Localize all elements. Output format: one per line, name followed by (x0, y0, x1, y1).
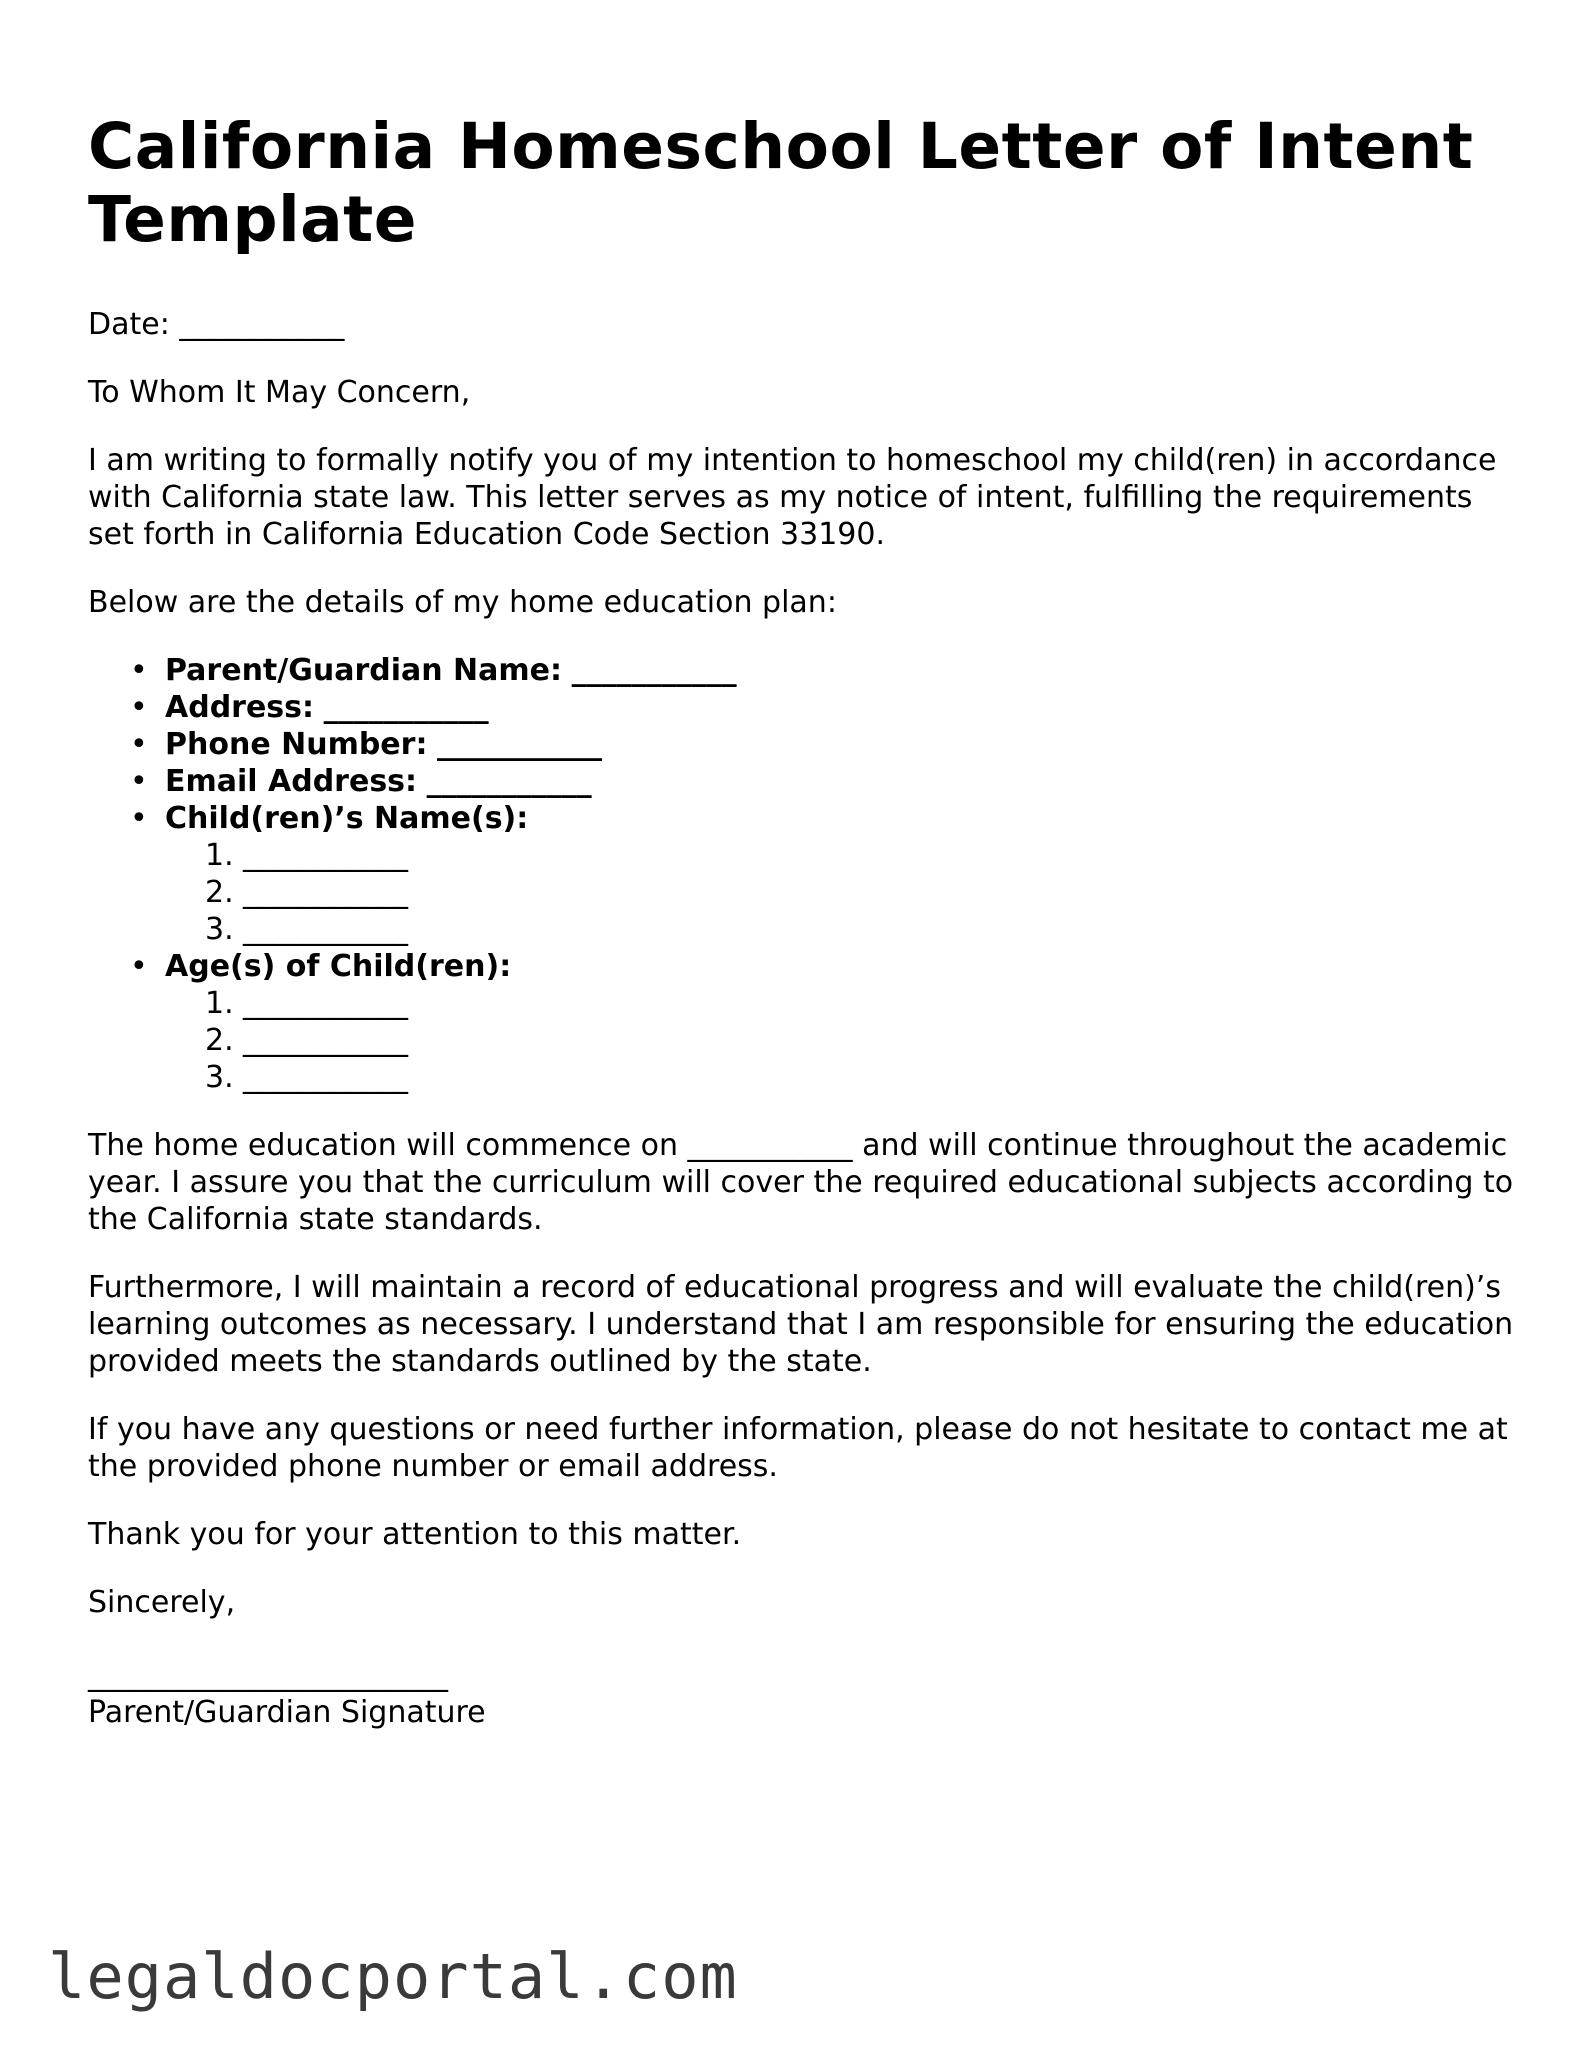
bullet: • (130, 764, 148, 799)
child-name-blank: ___________ (243, 838, 408, 873)
address-label: Address: (165, 690, 315, 725)
closing: Sincerely, (88, 1585, 236, 1620)
item-number: 2. (205, 1023, 234, 1058)
child-name-blank: ___________ (243, 912, 408, 947)
details-intro: Below are the details of my home education plan: (88, 585, 837, 620)
bullet: • (130, 801, 148, 836)
child-age-blank: ___________ (243, 1060, 408, 1095)
parent-name-blank: ___________ (571, 653, 737, 688)
item-number: 1. (205, 838, 234, 873)
intro-paragraph: I am writing to formally notify you of my intention to homeschool my child(ren) in accordance with California state law. This letter serves as my notice of intent, fulfilling the requirements set forth in California Education Code Section 33190. (88, 443, 1497, 552)
child-name-blank: ___________ (243, 875, 408, 910)
bullet: • (130, 690, 148, 725)
child-name-item (205, 911, 1518, 948)
email-label: Email Address: (165, 764, 418, 799)
signature-line: ________________________ (88, 1658, 448, 1693)
child-age-blank: ___________ (243, 986, 408, 1021)
children-ages-list (165, 985, 1518, 1096)
phone-blank: ___________ (437, 727, 602, 762)
list-item-children-ages (130, 948, 1518, 1096)
children-ages-label: Age(s) of Child(ren): (165, 949, 512, 984)
list-item-phone (130, 726, 1518, 763)
details-list (88, 652, 1518, 1096)
contact-paragraph: If you have any questions or need further information, please do not hesitate to contact me at the provided phone number or email address. (88, 1412, 1508, 1484)
parent-name-label: Parent/Guardian Name: (165, 653, 563, 688)
commence-paragraph: The home education will commence on ___________ and will continue throughout the academic year. I assure you that the curriculum will cover the required educational subjects according to the California state standards. (88, 1128, 1514, 1237)
letter-page (88, 110, 1518, 1731)
bullet: • (130, 653, 148, 688)
watermark: legaldocportal.com (48, 1940, 738, 2013)
bullet: • (130, 949, 148, 984)
date-line: Date: ___________ (88, 307, 345, 342)
child-name-item (205, 837, 1518, 874)
children-names-list (165, 837, 1518, 948)
item-number: 2. (205, 875, 234, 910)
phone-label: Phone Number: (165, 727, 428, 762)
children-names-label: Child(ren)’s Name(s): (165, 801, 529, 836)
records-paragraph: Furthermore, I will maintain a record of educational progress and will evaluate the child(ren)’s learning outcomes as necessary. I understand that I am responsible for ensuring the education provided meets the standards outlined by the state. (88, 1270, 1514, 1379)
list-item-parent-name (130, 652, 1518, 689)
salutation: To Whom It May Concern, (88, 375, 471, 410)
list-item-address (130, 689, 1518, 726)
child-age-item (205, 1059, 1518, 1096)
email-blank: ___________ (426, 764, 592, 799)
child-age-blank: ___________ (243, 1023, 408, 1058)
child-age-item (205, 985, 1518, 1022)
item-number: 3. (205, 1060, 234, 1095)
list-item-email (130, 763, 1518, 800)
address-blank: ___________ (323, 690, 489, 725)
bullet: • (130, 727, 148, 762)
item-number: 3. (205, 912, 234, 947)
thanks-line: Thank you for your attention to this matter. (88, 1517, 742, 1552)
signature-caption: Parent/Guardian Signature (88, 1695, 486, 1730)
item-number: 1. (205, 986, 234, 1021)
child-name-item (205, 874, 1518, 911)
child-age-item (205, 1022, 1518, 1059)
list-item-children-names (130, 800, 1518, 948)
page-title: California Homeschool Letter of Intent Template (88, 110, 1474, 256)
